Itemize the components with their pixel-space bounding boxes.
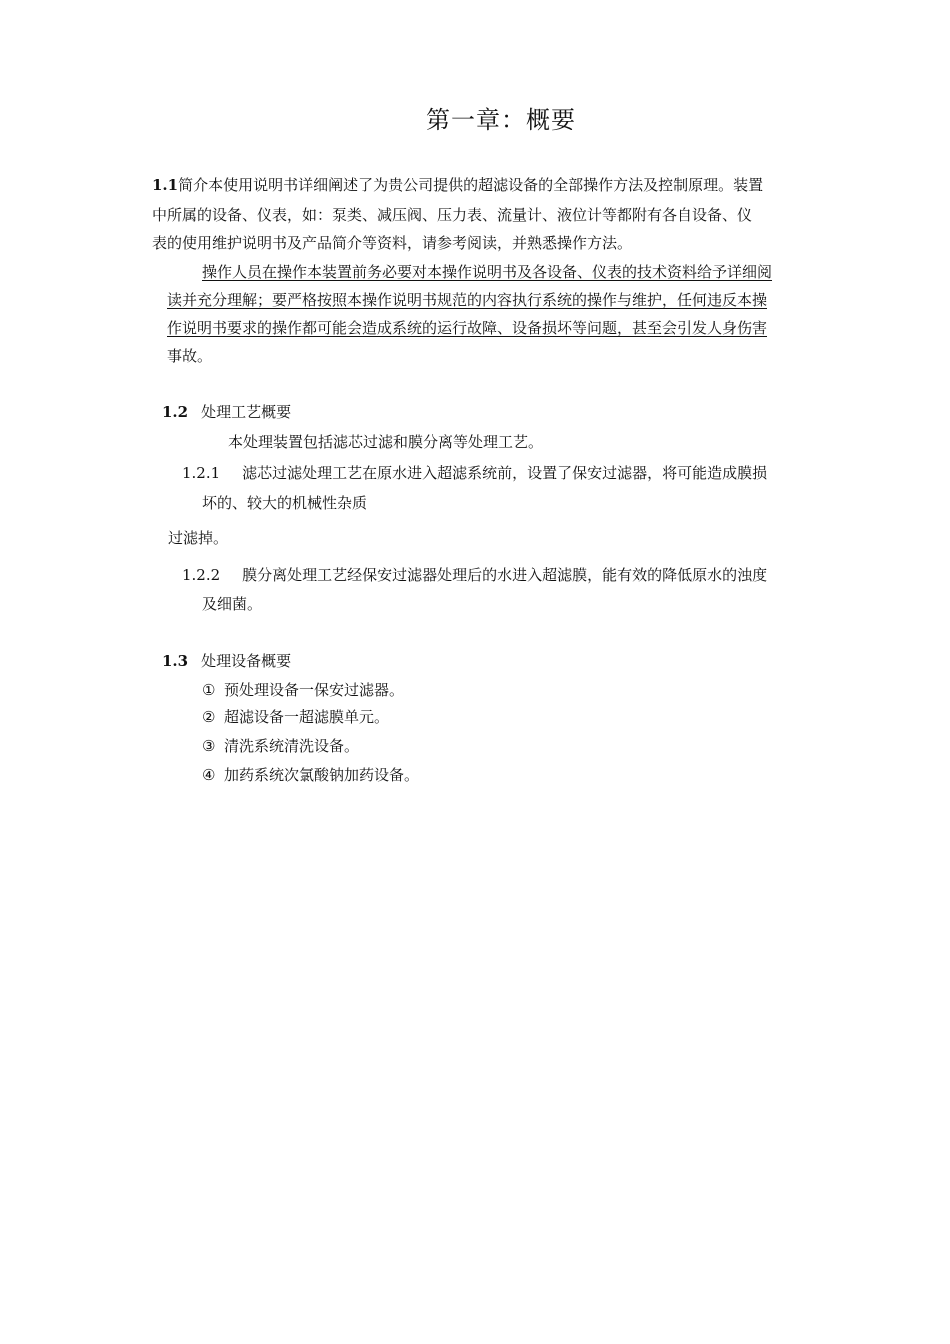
section-1-2-2-line-2: 及细菌。: [202, 595, 263, 613]
section-1-1-number: 1.1: [152, 176, 179, 194]
warning-line-1: 操作人员在操作本装置前务必要对本操作说明书及各设备、仪表的技术资料给予详细阅: [202, 263, 773, 281]
warning-line-2: 读并充分理解；要严格按照本操作说明书规范的内容执行系统的操作与维护，任何违反本操: [167, 291, 768, 309]
equipment-list-item: [202, 707, 389, 727]
section-1-1-text-1: 简介本使用说明书详细阐述了为贵公司提供的超滤设备的全部操作方法及控制原理。装置: [178, 176, 764, 194]
section-1-3-title: 处理设备概要: [201, 652, 292, 670]
list-item-text: 加药系统次氯酸钠加药设备。: [224, 766, 420, 784]
section-1-2-number: 1.2: [162, 403, 189, 421]
list-item-text: 预处理设备一保安过滤器。: [224, 681, 405, 699]
section-1-2-2-line-1: [182, 565, 767, 585]
section-1-2-1-line-2: 坏的、较大的机械性杂质: [202, 494, 368, 512]
section-1-1-line-2: 中所属的设备、仪表，如：泵类、减压阀、压力表、流量计、液位计等都附有各自设备、仪: [152, 206, 753, 224]
equipment-list-item: [202, 736, 359, 756]
warning-line-3: 作说明书要求的操作都可能会造成系统的运行故障、设备损坏等问题，甚至会引发人身伤害: [167, 319, 768, 337]
equipment-list-item: [202, 765, 419, 785]
list-item-text: 超滤设备一超滤膜单元。: [224, 708, 390, 726]
section-1-2-2-number: 1.2.2: [182, 566, 221, 584]
section-1-2-title: 处理工艺概要: [201, 403, 292, 421]
section-1-2-2-text-1: 膜分离处理工艺经保安过滤器处理后的水进入超滤膜，能有效的降低原水的浊度: [242, 566, 768, 584]
list-marker: ①: [202, 681, 216, 699]
section-1-2-1-line-3: 过滤掉。: [168, 529, 229, 547]
equipment-list-item: [202, 680, 404, 700]
section-1-1-line-1: [152, 175, 763, 195]
chapter-title: 第一章：概要: [426, 106, 576, 134]
section-1-2-heading: [162, 402, 291, 422]
list-marker: ③: [202, 737, 216, 755]
list-marker: ②: [202, 708, 216, 726]
section-1-3-number: 1.3: [162, 652, 189, 670]
section-1-2-intro: 本处理装置包括滤芯过滤和膜分离等处理工艺。: [228, 433, 544, 451]
section-1-2-1-text-1: 滤芯过滤处理工艺在原水进入超滤系统前，设置了保安过滤器，将可能造成膜损: [242, 464, 768, 482]
list-marker: ④: [202, 766, 216, 784]
warning-line-4: 事故。: [167, 347, 213, 365]
section-1-3-heading: [162, 651, 291, 671]
section-1-2-1-number: 1.2.1: [182, 464, 221, 482]
section-1-1-line-3: 表的使用维护说明书及产品简介等资料，请参考阅读，并熟悉操作方法。: [152, 234, 633, 252]
list-item-text: 清洗系统清洗设备。: [224, 737, 360, 755]
section-1-2-1-line-1: [182, 463, 767, 483]
